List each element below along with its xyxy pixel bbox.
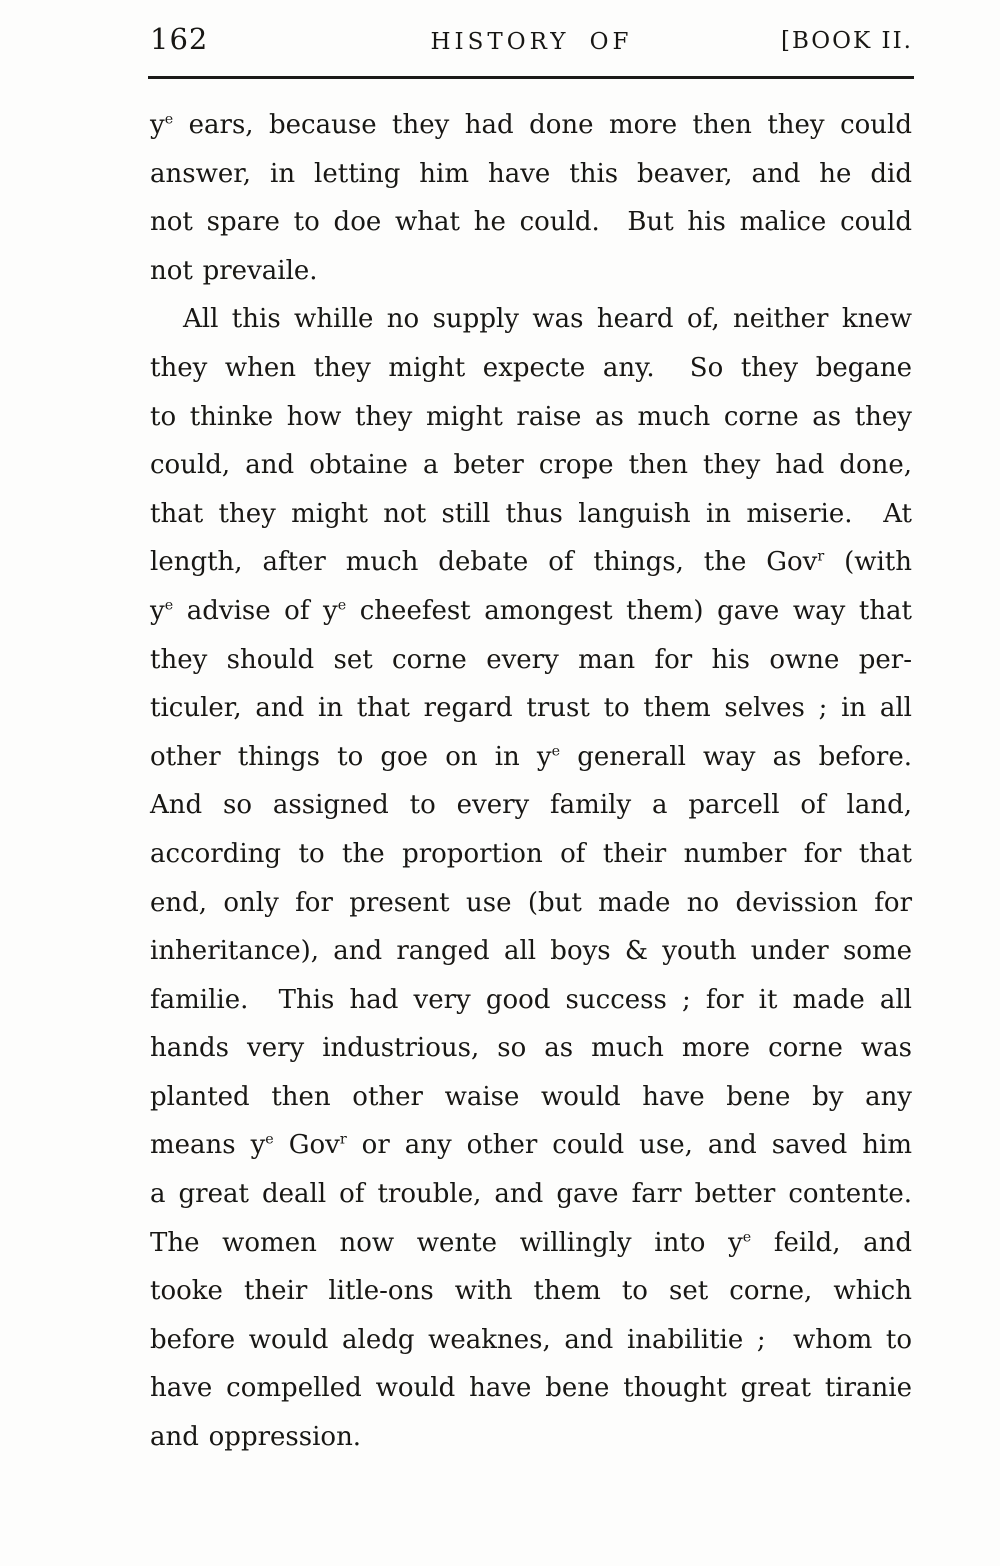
book-label: [BOOK II. <box>781 28 913 54</box>
text-line: $y^e$ ears, because they had done more then they could <box>150 110 912 140</box>
text-line: have compelled would have bene thought great tiranie <box>150 1373 912 1404</box>
paragraph <box>150 101 912 295</box>
text-line: answer, in letting him have this beaver, and he did <box>150 158 912 189</box>
text-line: that they might not still thus languish in miserie. At <box>150 498 912 529</box>
superscript: e <box>164 111 174 128</box>
text-line: before would aledg weaknes, and inabilitie ; whom to <box>150 1324 912 1355</box>
text-line: The women now wente willingly into $y^e$ feild, and <box>150 1227 913 1258</box>
text-line: they should set corne every man for his owne per- <box>150 644 912 675</box>
text-line: inheritance), and ranged all boys & youth under some <box>150 936 912 967</box>
text-line: could, and obtaine a beter crope then they had done, <box>150 450 912 481</box>
running-title: HISTORY OF <box>430 29 633 55</box>
text-line: All this whille no supply was heard of, neither knew <box>183 304 912 335</box>
text-line: familie. This had very good success ; for it made all <box>150 984 912 1015</box>
text-line: according to the proportion of their number for that <box>150 838 912 869</box>
header-rule <box>148 76 914 79</box>
superscript: e <box>337 597 347 614</box>
superscript: e <box>742 1229 752 1245</box>
superscript: e <box>551 743 561 760</box>
text-line: And so assigned to every family a parcell of land, <box>150 790 912 821</box>
text-line: length, after much debate of things, the Gov$^r$ (with <box>150 547 912 578</box>
text-line: other things to goe on in $y^e$ generall way as before. <box>150 741 912 772</box>
text-line: means $y^e$ Gov$^r$ or any other could use, and saved him <box>150 1130 912 1161</box>
superscript: e <box>164 597 174 614</box>
text-line: ticuler, and in that regard trust to them selves ; in all <box>150 693 912 724</box>
text-line: to thinke how they might raise as much corne as they <box>150 401 912 432</box>
text-line: they when they might expecte any. So they begane <box>150 352 912 383</box>
superscript: r <box>817 548 825 565</box>
superscript: e <box>265 1131 274 1148</box>
page-body <box>150 101 912 1462</box>
text-line: not prevaile. <box>150 255 318 286</box>
superscript: r <box>339 1131 347 1148</box>
text-line: planted then other waise would have bene by any <box>150 1081 912 1112</box>
text-line: tooke their litle-ons with them to set corne, which <box>150 1276 912 1307</box>
text-line: hands very industrious, so as much more corne was <box>150 1033 912 1064</box>
text-line: end, only for present use (but made no devission for <box>150 887 912 918</box>
text-line: a great deall of trouble, and gave farr better contente. <box>150 1179 912 1210</box>
text-line: not spare to doe what he could. But his malice could <box>150 207 912 238</box>
text-line: $y^e$ advise of $y^e$ cheefest amongest them) gave way that <box>150 595 913 626</box>
text-line: and oppression. <box>150 1422 362 1453</box>
paragraph <box>150 295 912 1461</box>
page-number: 162 <box>150 22 209 56</box>
